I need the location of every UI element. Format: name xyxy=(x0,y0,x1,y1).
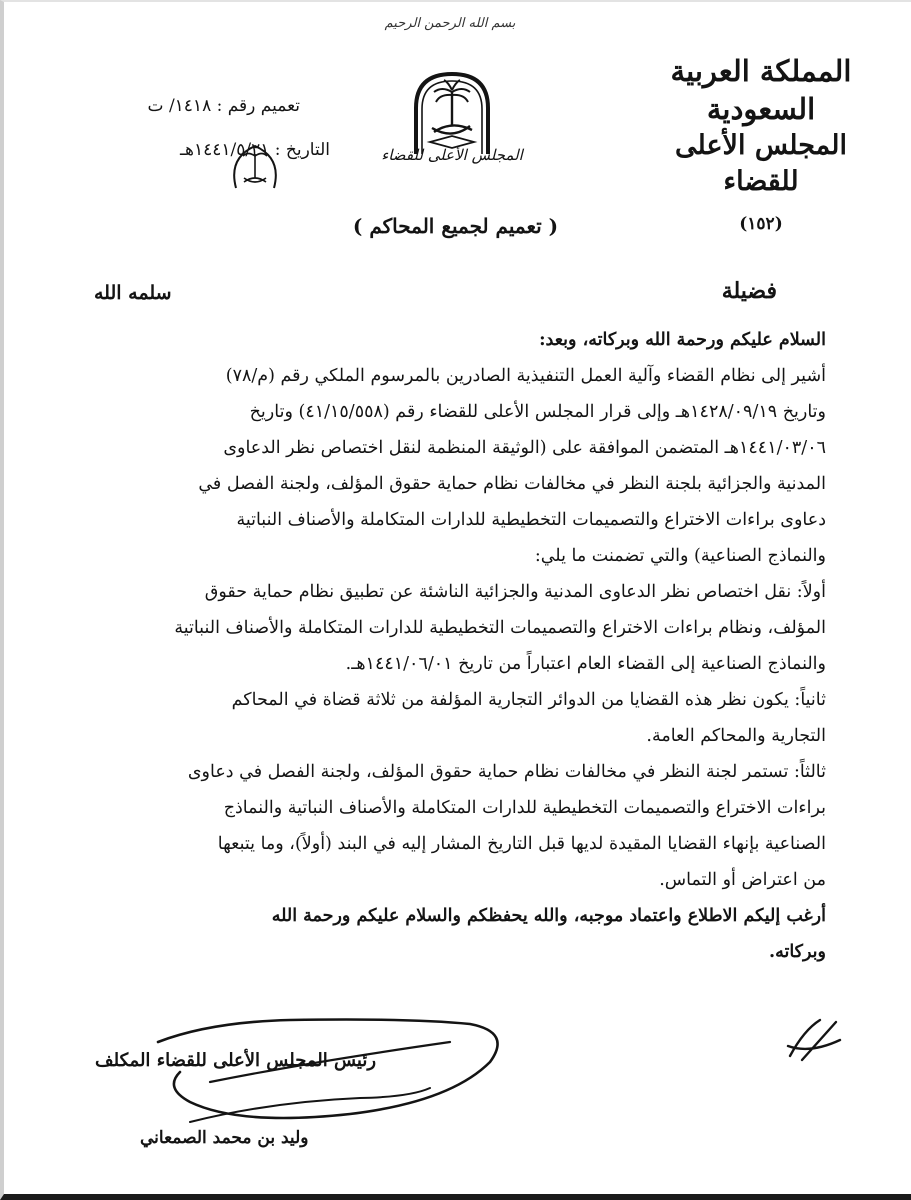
body-line: ثالثاً: تستمر لجنة النظر في مخالفات نظام حماية حقوق المؤلف، ولجنة الفصل في دعاوى xyxy=(187,762,826,782)
body-line: والنماذج الصناعية إلى القضاء العام اعتباراً من تاريخ ١٤٤١/٠٦/٠١هـ. xyxy=(345,654,826,674)
body-line: السلام عليكم ورحمة الله وبركاته، وبعد: xyxy=(539,330,826,350)
circular-reference: تعميم رقم : ١٤١٨/ ت xyxy=(147,96,300,116)
body-line: المؤلف، ونظام براءات الاختراع والتصميمات التخطيطية للدارات المتكاملة والأصناف النباتية xyxy=(174,618,826,638)
council-name: المجلس الأعلى للقضاء xyxy=(675,130,847,197)
letterhead-right xyxy=(651,52,871,234)
body-line: المدنية والجزائية بلجنة النظر في مخالفات نظام حماية حقوق المؤلف، ولجنة الفصل في xyxy=(198,474,826,494)
body-line: براءات الاختراع والتصميمات التخطيطية للدارات المتكاملة والأصناف النباتية والنماذج xyxy=(223,798,826,818)
salutation-fadilah: فضيلة xyxy=(721,278,777,304)
body-line: التجارية والمحاكم العامة. xyxy=(646,726,826,746)
body-line: ١٤٤١/٠٣/٠٦هـ المتضمن الموافقة على (الوثيقة المنظمة لنقل اختصاص نظر الدعاوى xyxy=(223,438,826,458)
initials-mark-icon xyxy=(780,1010,850,1068)
body-line: وبركاته. xyxy=(769,942,826,962)
emblem-caption: المجلس الأعلى للقضاء xyxy=(381,146,523,164)
basmala: بسم الله الرحمن الرحيم xyxy=(384,16,516,31)
body-line: أشير إلى نظام القضاء وآلية العمل التنفيذية الصادرين بالمرسوم الملكي رقم (م/٧٨) xyxy=(225,366,826,386)
body-line: دعاوى براءات الاختراع والتصميمات التخطيطية للدارات المتكاملة والأصناف النباتية xyxy=(236,510,826,530)
signatory-name: وليد بن محمد الصمعاني xyxy=(140,1128,309,1148)
body-line: والنماذج الصناعية) والتي تضمنت ما يلي: xyxy=(534,546,826,566)
letter-body xyxy=(66,322,826,970)
kingdom-name: المملكة العربية السعودية xyxy=(670,54,852,126)
circular-title: ( تعميم لجميع المحاكم ) xyxy=(352,214,559,238)
signatory-title: رئيس المجلس الأعلى للقضاء المكلف xyxy=(95,1050,377,1071)
body-line: وتاريخ ١٤٢٨/٠٩/١٩هـ وإلى قرار المجلس الأعلى للقضاء رقم (٤١/١٥/٥٥٨) وتاريخ xyxy=(249,402,826,422)
body-line: ثانياً: يكون نظر هذه القضايا من الدوائر التجارية المؤلفة من ثلاثة قضاة في المحاكم xyxy=(231,690,826,710)
body-line: من اعتراض أو التماس. xyxy=(659,870,826,890)
body-line: أولاً: نقل اختصاص نظر الدعاوى المدنية والجزائية الناشئة عن تطبيق نظام حماية حقوق xyxy=(204,582,826,602)
letter-number: (١٥٢) xyxy=(739,214,783,234)
circular-date: التاريخ : ١٤٤١/٥/٢١هـ xyxy=(180,140,330,160)
body-line: أرغب إليكم الاطلاع واعتماد موجبه، والله يحفظكم والسلام عليكم ورحمة الله xyxy=(271,906,826,926)
salutation-blessing: سلمه الله xyxy=(94,282,172,304)
body-line: الصناعية بإنهاء القضايا المقيدة لديها قبل التاريخ المشار إليه في البند (أولاً)، وما يتبعها xyxy=(217,834,826,854)
